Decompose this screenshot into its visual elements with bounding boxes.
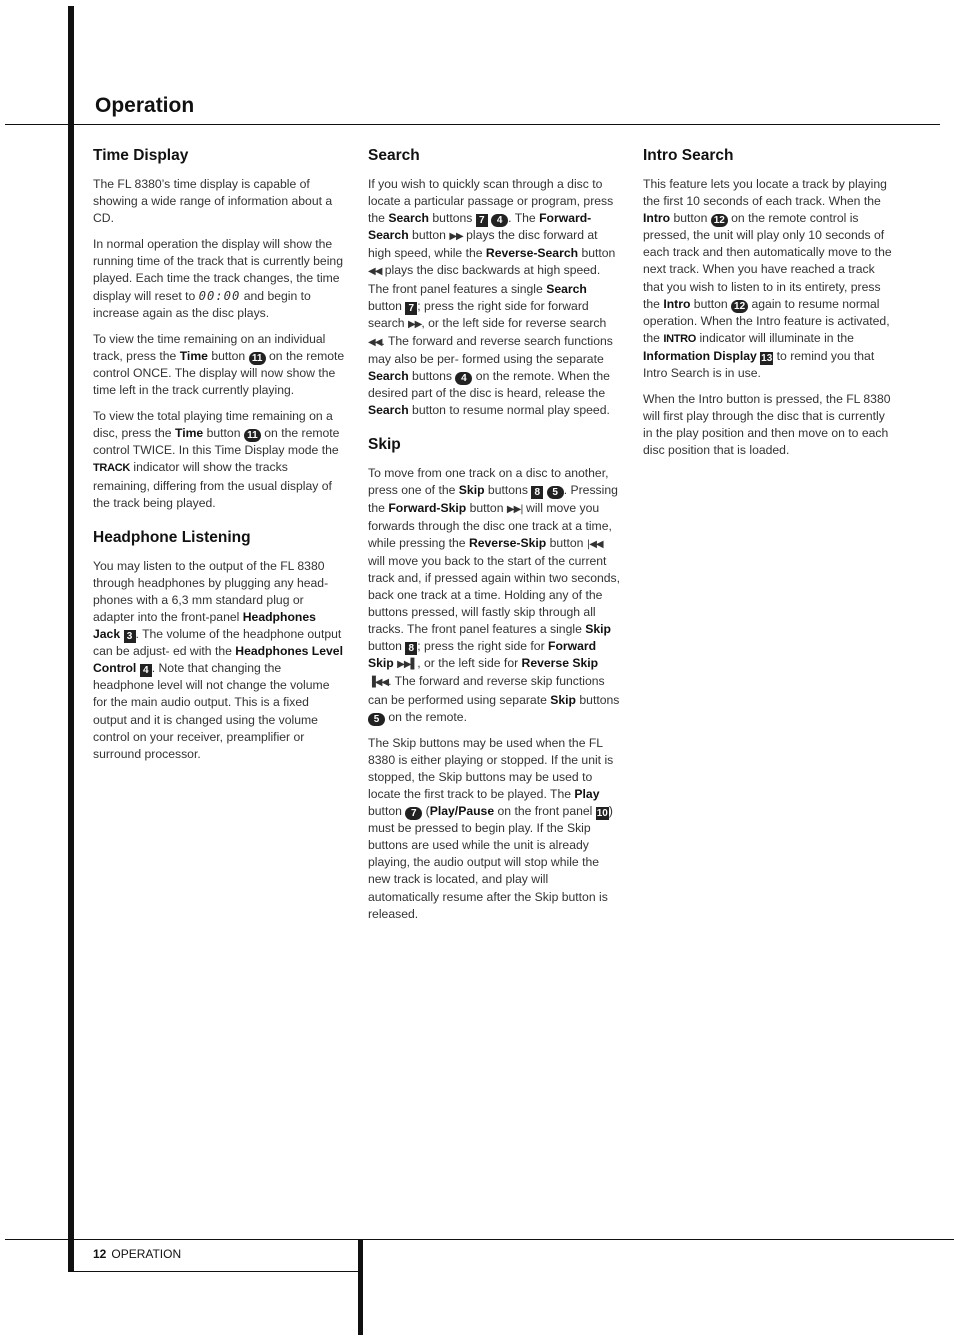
circled-number-icon: 5 [368,713,385,726]
circled-number-icon: 5 [547,486,564,499]
column-1 [93,146,345,772]
square-number-icon: 7 [476,214,488,227]
column-3 [643,146,895,469]
skip-back-icon: ▐◀◀ [368,677,389,689]
footer-section: OPERATION [111,1247,182,1261]
paragraph: To view the time remaining on an individual track, press the Time button 11 on the remote control ONCE. The display will now show the time left in the track currently playing. [93,331,345,398]
section-heading-skip: Skip [368,436,401,454]
skip-forward-icon: ▶▶| [506,503,523,515]
skip-back-icon: |◀◀ [586,538,603,550]
square-number-icon: 4 [140,664,152,677]
square-number-icon: 7 [405,302,417,315]
circled-number-icon: 12 [731,300,748,313]
circled-number-icon: 7 [405,807,422,820]
paragraph: In normal operation the display will show the running time of the track that is currently being played. Each time the track changes, the time display will reset to 00:00 and begin to increase again as the disc plays. [93,237,343,320]
circled-number-icon: 4 [491,214,508,227]
paragraph: To view the total playing time remaining on a disc, press the Time button 11 on the remote control TWICE. In this Time Display mode the TRACK indicator will show the tracks remaining, differing from the usual display of the track being played. [93,409,340,510]
circled-number-icon: 12 [711,214,728,227]
page-number: 12 [93,1247,107,1261]
square-number-icon: 13 [761,352,773,364]
page-title: Operation [95,94,195,117]
paragraph: This feature lets you locate a track by playing the first 10 seconds of each track. When the Intro button 12 on the remote control is pressed, the unit will play only 10 seconds of each track and then automatically move to the next track. When you have reached a track that you wish to listen to in its entirety, press the Intro button 12 again to resume normal operation. When the Intro feature is activated, the INTRO indicator will illuminate in the Information Display 13 to remind you that Intro Search is in use. [643,177,892,381]
skip-forward-icon: ▶▶▌ [397,659,418,671]
header-rule [5,124,940,125]
square-number-icon: 8 [405,642,417,655]
fast-forward-icon: ▶▶ [449,231,463,243]
paragraph: When the Intro button is pressed, the FL 8380 will first play through the disc that is currently in the play position and then move on to each disc position that is loaded. [643,392,891,458]
square-number-icon: 10 [596,808,608,820]
section-heading-search: Search [368,147,420,164]
track-indicator: TRACK [93,462,130,475]
paragraph: If you wish to quickly scan through a disc to locate a particular passage or program, press the Search buttons 7 4 . The Forward-Search button ▶▶ plays the disc forward at high speed, while the Reverse-Search button ◀◀ plays the disc backwards at high speed. The front panel features a single Search button 7 ; press the right side for forward search ▶▶, or the left side for reverse search ◀◀. The forward and reverse search functions may also be per- formed using the separate Search buttons 4 on the remote. When the desired part of the disc is heard, release the Search button to resume normal play speed. [368,177,616,418]
footer-rule [5,1239,954,1240]
rewind-icon: ◀◀ [368,336,382,348]
section-heading-headphone: Headphone Listening [93,528,251,546]
fast-forward-icon: ▶▶ [407,318,422,330]
left-margin-bar [68,6,74,1272]
circled-number-icon: 4 [455,372,472,385]
circled-number-icon: 11 [244,429,261,442]
square-number-icon: 8 [531,486,543,499]
paragraph: To move from one track on a disc to another, press one of the Skip buttons 8 5 . Pressing the Forward-Skip button ▶▶| will move you forwards through the disc one track at a time, while pressing the Reverse-Skip button |◀◀ will move you back to the start of the current track and, if pressed again within two seconds, back one track at a time. Holding any of the buttons pressed, will fastly skip through all tracks. The front panel features a single Skip button 8 ; press the right side for Forward Skip ▶▶▌, or the left side for Reverse Skip ▐◀◀. The forward and reverse skip functions can be performed using separate Skip buttons 5 on the remote. [368,466,621,725]
page-footer [93,1247,181,1261]
footer-underline [72,1271,360,1272]
paragraph: The FL 8380’s time display is capable of showing a wide range of information about a CD. [93,177,333,226]
circled-number-icon: 11 [249,352,266,365]
column-2 [368,146,620,932]
footer-divider-bar [358,1239,363,1335]
paragraph: You may listen to the output of the FL 8380 through headphones by plugging any head- phones with a 6,3 mm standard plug or adapter into the front-panel Headphones Jack 3 . The volume of the headphone output can be adjust- ed with the Headphones Level Control 4 . Note that changing the headphone level will not change the volume for the main audio output. This is a fixed output and it is changed using the volume control on your receiver, preamplifier or surround processor. [93,558,343,761]
paragraph: The Skip buttons may be used when the FL 8380 is either playing or stopped. If the unit is stopped, the Skip buttons may be used to locate the first track to be played. The Play button 7 (Play/Pause on the front panel 10) must be pressed to begin play. If the Skip buttons are used while the unit is already playing, the audio output will stop while the new track is located, and play will automatically resume after the Skip button is released. [368,735,614,921]
rewind-icon: ◀◀ [368,266,382,278]
section-heading-intro-search: Intro Search [643,147,734,164]
section-heading-time-display: Time Display [93,147,189,164]
square-number-icon: 3 [124,630,136,643]
lcd-readout: 00:00 [198,288,241,303]
intro-indicator: INTRO [663,332,697,345]
